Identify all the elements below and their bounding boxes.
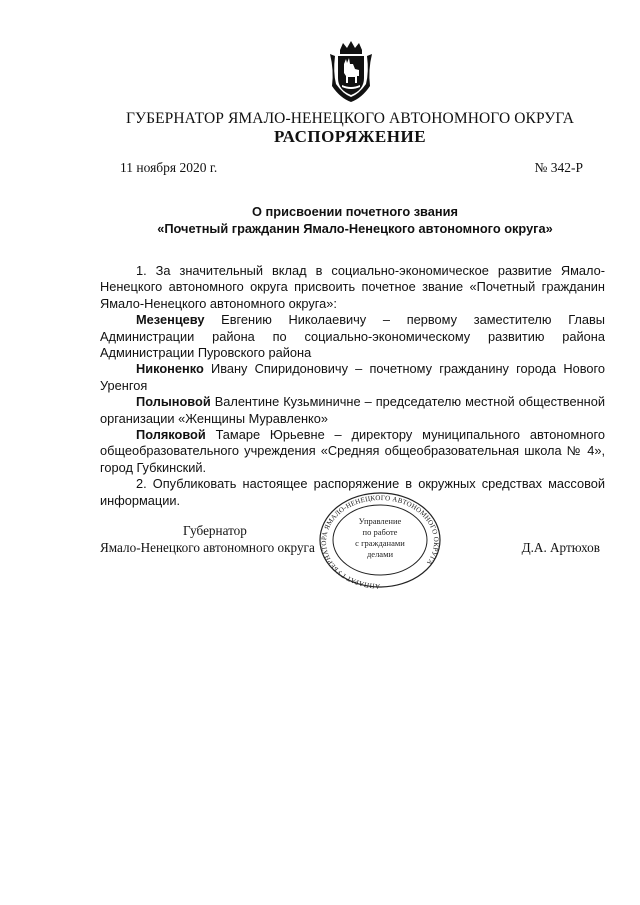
- person-surname: Мезенцеву: [136, 312, 205, 328]
- person-surname: Полыновой: [136, 394, 211, 410]
- document-subject: [90, 203, 620, 237]
- paragraph-2: 2. Опубликовать настоящее распоряжение в окружных средствах массовой информации.: [100, 476, 605, 508]
- person-details: Евгению Николаевичу – первому заместителю Главы Администрации района по социально-экономическому развитию района Администрации Пуровского района: [100, 312, 605, 361]
- stamp-line-4: делами: [366, 549, 394, 559]
- person-details: Тамаре Юрьевне – директору муниципального автономного общеобразовательного учреждения «Средняя общеобразовательная школа № 4», город Губкинский.: [100, 427, 605, 475]
- stamp-ring-text: АППАРАТ ГУБЕРНАТОРА ЯМАЛО-НЕНЕЦКОГО АВТОНОМНОГО ОКРУГА: [319, 493, 441, 590]
- person-details: Валентине Кузьминичне – председателю местной общественной организации «Женщины Муравленко»: [100, 394, 605, 426]
- document-body: [100, 263, 605, 509]
- coat-of-arms-icon: [326, 40, 376, 104]
- document-date: 11 ноября 2020 г.: [120, 160, 218, 175]
- stamp-line-2: по работе: [362, 527, 398, 537]
- person-surname: Никоненко: [136, 361, 204, 377]
- subject-line-1: О присвоении почетного звания: [252, 204, 458, 219]
- person-entry: [100, 394, 605, 427]
- paragraph-1: 1. За значительный вклад в социально-экономическое развитие Ямало-Ненецкого автономного округа присвоить почетное звание «Почетный гражданин Ямало-Ненецкого автономного округа»:: [100, 263, 605, 311]
- official-stamp: [318, 490, 442, 590]
- person-entry: [100, 361, 605, 394]
- document-number: № 342-Р: [534, 160, 583, 175]
- signatory-name: Д.А. Артюхов: [521, 540, 600, 555]
- person-surname: Поляковой: [136, 427, 206, 443]
- document-type: РАСПОРЯЖЕНИЕ: [273, 127, 427, 146]
- stamp-line-3: с гражданами: [355, 538, 405, 548]
- person-details: Ивану Спиридоновичу – почетному гражданину города Нового Уренгоя: [100, 361, 605, 393]
- person-entry: [100, 427, 605, 476]
- stamp-line-1: Управление: [358, 516, 402, 526]
- signatory-post-line-1: Губернатор: [183, 523, 247, 538]
- authority-title: ГУБЕРНАТОР ЯМАЛО-НЕНЕЦКОГО АВТОНОМНОГО ОКРУГА: [125, 110, 575, 127]
- subject-line-2: «Почетный гражданин Ямало-Ненецкого автономного округа»: [157, 221, 553, 236]
- signatory-post-line-2: Ямало-Ненецкого автономного округа: [100, 540, 315, 555]
- person-entry: [100, 312, 605, 361]
